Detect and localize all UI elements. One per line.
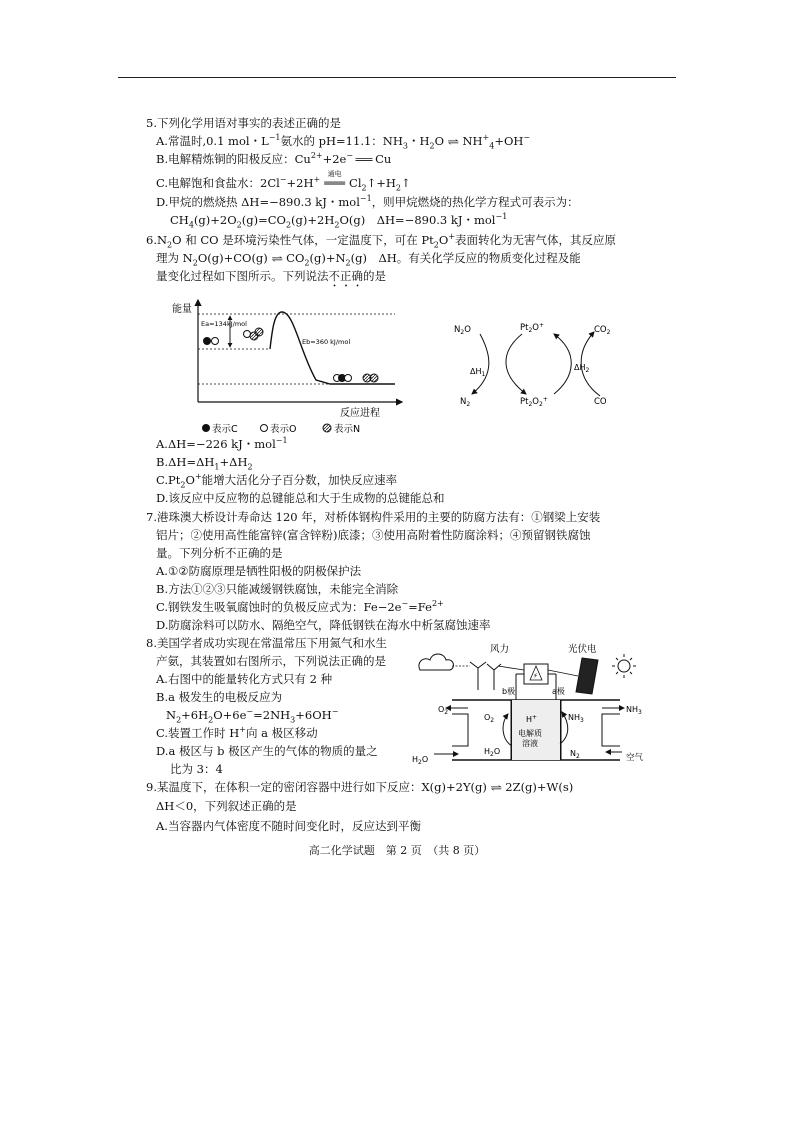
a-pole-label: a极 <box>552 687 565 696</box>
solar-label: 光伏电 <box>568 644 597 655</box>
cycle-pt2o2: $Pt_2O_2^+$ <box>520 396 548 408</box>
q7-option-d: D.防腐涂料可以防水、隔绝空气，降低钢铁在海水中析氢腐蚀速率 <box>156 618 491 632</box>
q6-stem-line1: $6.N_2O$ 和 CO 是环境污染性气体，一定温度下，可在 $Pt_2O^+$表面转化为无害气体，其反应原 <box>146 232 617 250</box>
top-rule <box>118 77 676 78</box>
cycle-n2: $N_2$ <box>460 397 471 408</box>
q5-option-c: C.电解饱和食盐水：2Cl−+2H+ 通电 ═══ $Cl_2↑+H_2↑$ <box>156 170 411 193</box>
cycle-n2o: $N_2O$ <box>454 325 471 336</box>
legend-c: 表示C <box>212 424 238 435</box>
q7-stem-line1: 7.港珠澳大桥设计寿命达 120 年，对桥体钢构件采用的主要的防腐方法有：①钢梁上安装 <box>146 510 601 524</box>
cloud-icon <box>419 654 454 670</box>
q8-option-d-line2: 比为 3：4 <box>170 762 223 776</box>
q8-option-a: A.右图中的能量转化方式只有 2 种 <box>156 672 333 686</box>
n2-label: $N_2$ <box>570 749 580 760</box>
q8-option-b: B.a 极发生的电极反应为 <box>156 690 283 704</box>
o2-in-label: $O_2$ <box>484 713 495 724</box>
nh3-in-label: $NH_3$ <box>568 713 584 724</box>
q8-option-b-equation: $N_2+6H_2O+6e^-=2NH_3+6OH^-$ <box>166 707 339 725</box>
q9-option-a: A.当容器内气体密度不随时间变化时，反应达到平衡 <box>156 819 421 833</box>
q5-stem: 5.下列化学用语对事实的表述正确的是 <box>146 116 341 130</box>
q8-stem-line2: 产氨，其装置如右图所示，下列说法正确的是 <box>156 654 386 668</box>
solar-panel-icon <box>576 658 598 694</box>
h2o-inlet-label: $H_2O$ <box>412 755 429 766</box>
q5-option-d-equation: $CH_4(g)+2O_2(g)=CO_2(g)+2H_2O(g)$ ΔH=−890.3 kJ・mol$^{-1}$ <box>170 212 508 230</box>
q7-option-a: A.①②防腐原理是牺牲阳极的阴极保护法 <box>156 564 362 578</box>
b-pole-label: b极 <box>502 687 516 696</box>
nh3-out-label: $NH_3$ <box>626 705 642 716</box>
energy-axis-label: 能量 <box>172 304 192 315</box>
svg-text:⚡: ⚡ <box>533 672 538 680</box>
q7-stem-line3: 量。下列分析不正确的是 <box>156 546 283 560</box>
q6-option-d: D.该反应中反应物的总键能总和大于生成物的总键能总和 <box>156 491 445 505</box>
q6-stem-line3: 量变化过程如下图所示。下列说法不正确的是 <box>156 269 386 283</box>
q5-option-a: A.常温时,0.1 mol・$L^{-1}$氨水的 pH=11.1：$NH_3$・$H_2O$ ⇌ $NH^+_4+OH^-$ <box>156 133 531 151</box>
q9-stem-line1: 9.某温度下，在体积一定的密闭容器中进行如下反应：X(g)+2Y(g) ⇌ 2Z(g)+W(s) <box>146 780 574 794</box>
q5-option-b: B.电解精炼铜的阳极反应：$Cu^{2+}+2e^-$ ══ Cu <box>156 151 392 166</box>
electrolyte-label-2: 溶液 <box>522 739 538 748</box>
legend-o: 表示O <box>270 424 297 435</box>
energy-curve <box>270 312 395 384</box>
electrolyte-label-1: 电解质 <box>518 729 542 738</box>
cycle-co: CO <box>594 397 607 407</box>
wind-turbine-icon <box>470 662 501 690</box>
q9-stem-line2: ΔH＜0，下列叙述正确的是 <box>156 799 297 813</box>
h2o-inner-label: $H_2O$ <box>484 747 501 758</box>
energy-diagram <box>170 292 410 442</box>
ea-label: Ea=134kJ/mol <box>201 320 247 328</box>
reaction-progress-label: 反应进程 <box>340 408 380 419</box>
wind-label: 风力 <box>490 644 510 655</box>
page-footer: 高二化学试题 第 2 页 （共 8 页） <box>308 844 486 857</box>
cycle-dh1: $\Delta H_1$ <box>470 367 486 378</box>
air-label: 空气 <box>626 753 644 763</box>
q6-stem-line2: 理为 $N_2O(g)+CO(g)$ ⇌ $CO_2(g)+N_2(g)$ ΔH。有关化学反应的物质变化过程及能 <box>156 251 581 268</box>
cycle-dh2: $\Delta H_2$ <box>574 363 590 374</box>
o2-out-label: $O_2$ <box>438 705 449 716</box>
q6-option-c: $C.Pt_2O^+$能增大活化分子百分数，加快反应速率 <box>156 472 398 490</box>
q6-option-a: A.ΔH=−226 kJ・mol$^{-1}$ <box>156 436 288 451</box>
cycle-pt2o: $Pt_2O^+$ <box>520 322 545 334</box>
q5-option-d: D.甲烷的燃烧热 ΔH=−890.3 kJ・mol$^{-1}$，则甲烷燃烧的热化学方程式可表示为： <box>156 194 579 209</box>
cycle-co2: $CO_2$ <box>594 325 611 336</box>
q7-option-c: C.钢铁发生吸氧腐蚀时的负极反应式为：$Fe-2e^-=Fe^{2+}$ <box>156 599 444 614</box>
q7-option-b: B.方法①②③只能减缓钢铁腐蚀，未能完全消除 <box>156 582 399 596</box>
eb-label: Eb=360 kJ/mol <box>302 338 351 346</box>
q6-option-b: $B.\Delta H=\Delta H_1+\Delta H_2$ <box>156 455 253 472</box>
q8-option-c: C.装置工作时 H+向 a 极区移动 <box>156 725 318 740</box>
sun-icon <box>612 654 636 678</box>
ammonia-apparatus-diagram <box>412 636 666 772</box>
h-plus-label: H+ <box>526 714 538 724</box>
catalytic-cycle-diagram <box>450 316 630 412</box>
legend-n: 表示N <box>334 424 361 435</box>
q7-stem-line2: 铝片；②使用高性能富锌(富含锌粉)底漆；③使用高附着性防腐涂料；④预留钢铁腐蚀 <box>156 528 591 542</box>
q8-stem-line1: 8.美国学者成功实现在常温常压下用氮气和水生 <box>146 636 387 650</box>
q8-option-d-line1: D.a 极区与 b 极区产生的气体的物质的量之 <box>156 744 378 758</box>
